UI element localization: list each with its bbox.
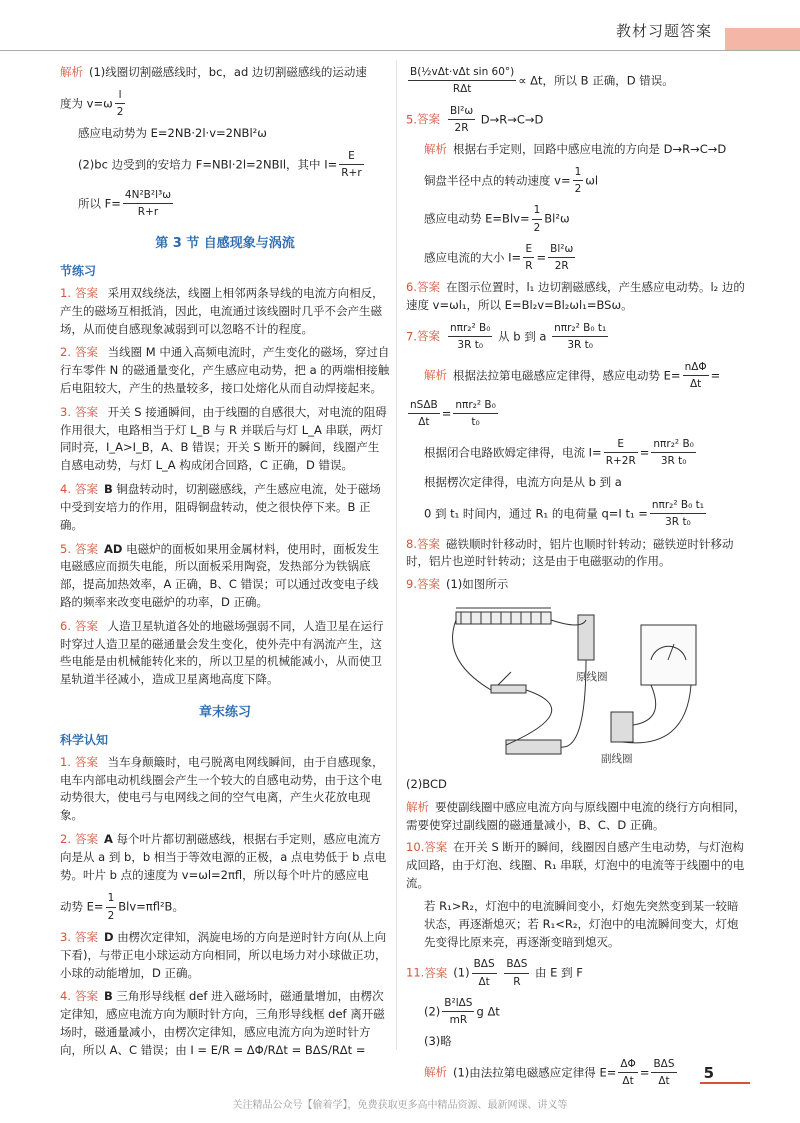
jiexi-5: 解析 根据右手定则，回路中感应电流的方向是 D→R→C→D (424, 142, 727, 157)
fraction: $\frac{\text{4N²B²l³ω}}{R+r}$ (124, 188, 171, 218)
section-title: 第 3 节 自感现象与涡流 (155, 236, 295, 252)
fraction: $\frac{\text{nπr₂² B₀}}{\text{3R t₀}}$ (653, 437, 694, 467)
answer-10: 10.答案 在开关 S 断开的瞬间，线圈因自感产生电动势，与灯泡构成回路，由于灯泡、线圈、R₁ 串联，灯泡中的电流等于线圈中的电流。 (406, 840, 745, 891)
chapter-title: 章末练习 (198, 705, 251, 721)
answer-11-part2: (2) $\frac{\text{B²lΔS}}{mR}$ g Δt (406, 995, 746, 1029)
svg-text:副线圈: 副线圈 (601, 753, 633, 765)
jiexi-11: 解析 (1)由法拉第电磁感应定律得 E= $\frac{\Delta\Phi}{\Delta t}$ = $\frac{\text{BΔS}}{\Delta t}$ (406, 1056, 746, 1090)
jiexi-5-line4: 感应电流的大小 I= $\frac{E}{R}$ = $\frac{\text{Bl²ω}}{2R}$ (406, 241, 746, 275)
fraction: $\frac{\text{nπr₂² B₀}}{\text{3R t₀}}$ (449, 322, 491, 352)
answer-9: 9.答案 (1)如图所示 (406, 577, 509, 592)
jiexi-5-line3: 感应电动势 E=Blv= $\frac{1}{2}$ Bl²ω (406, 202, 746, 236)
answer-10-cont: 若 R₁>R₂，灯泡中的电流瞬间变小，灯炮先突然变到某一较暗状态，再逐渐熄灭；若 R₁<R₂，灯泡中的电流瞬间变大，灯炮先变得比原来亮，再逐渐变暗到熄灭。 (424, 898, 739, 949)
left-column (60, 64, 390, 1066)
fraction: $\frac{\text{BΔS}}{R}$ (506, 958, 528, 988)
fraction: $\frac{\text{B²lΔS}}{mR}$ (444, 996, 473, 1027)
fraction: $\frac{E}{R}$ (525, 242, 533, 273)
fraction: $\frac{\text{nΔΦ}}{\Delta t}$ (684, 360, 707, 390)
jiexi-intro: 解析 (1)线圈切割磁感线时，bc，ad 边切割磁感线的运动速 (60, 65, 367, 79)
battery (506, 740, 561, 754)
header-rule (0, 50, 800, 51)
galvanometer (641, 625, 696, 685)
so-line: 所以 F= $\frac{\text{4N²B²l³ω}}{R+r}$ (60, 187, 390, 221)
answer-item: 1. 答案 当车身颠簸时，电弓脱离电网线瞬间，由于自感现象，电车内部电动机线圈会产生一个较大的自感电动势，由于这个电动势很大，使电弓与电网线之间的空气电离，产生火花放电现象。 (60, 754, 384, 823)
right-column (406, 64, 746, 1095)
secondary-coil (611, 712, 633, 742)
velocity-line: 度为 v=ω $\frac{l}{2}$ (60, 87, 390, 121)
force-line: (2)bc 边受到的安培力 F=NBI·2l=2NBIl，其中 I= $\frac{E}{R+r}$ (60, 148, 390, 182)
continuation-line: $\frac{\text{B(½vΔt·vΔt sin 60°)}}{\text{RΔt}}$ ∝ Δt，所以 B 正确，D 错误。 (406, 64, 746, 98)
answer-item: 1. 答案 采用双线绕法，线圈上相邻两条导线的电流方向相反，产生的磁场互相抵消，因此，电流通过该线圈时几乎不会产生磁场，从而使自感现象减弱到可以忽略不计的程度。 (60, 285, 384, 336)
practice-list (60, 285, 390, 689)
chapter-list (60, 754, 390, 1060)
answer-item: 2. 答案 A 每个叶片都切割磁感线，根据右手定则，感应电流方向是从 a 到 b，b 相当于等效电源的正极，a 点电势低于 b 点电势。叶片 b 点的速度为 v=ωl=2πfl，所以每个叶片的感应电 (60, 832, 387, 882)
answer-item: 3. 答案 D 由楞次定律知，涡旋电场的方向是逆时针方向(从上向下看)，与带正电小球运动方向相同，所以电场力对小球做正功，小球的动能增加，D 正确。 (60, 929, 387, 980)
fraction: $\frac{\text{Bl²ω}}{2R}$ (550, 242, 574, 273)
fraction: $\frac{\text{Bl²ω}}{2R}$ (449, 104, 474, 134)
science-heading: 科学认知 (60, 733, 109, 748)
fraction: $\frac{\text{nπr₂² B₀}}{\text{t₀}}$ (455, 399, 496, 429)
fraction: $\frac{\text{nπr₂² B₀ t₁}}{\text{3R t₀}}$ (651, 499, 705, 529)
practice-heading: 节练习 (60, 264, 97, 279)
jiexi-7: 解析 根据法拉第电磁感应定律得，感应电动势 E= $\frac{\text{nΔΦ}}{\Delta t}$ = (406, 359, 746, 393)
jiexi-7-line4: 根据楞次定律得，电流方向是从 b 到 a (424, 475, 622, 490)
answer-item: 2. 答案 当线圈 M 中通入高频电流时，产生变化的磁场，穿过自行车零件 N 的磁通量变化，产生感应电动势，把 a 的两端相接触后电阻较大，产生的热量较多，接口处熔化从而自动焊接起来。 (60, 345, 390, 396)
jiexi-5-line2: 铜盘半径中点的转动速度 v= $\frac{1}{2}$ ωl (406, 164, 746, 198)
jiexi-7-line2: $\frac{\text{nSΔB}}{\Delta t}$ = $\frac{\text{nπr₂² B₀}}{\text{t₀}}$ (406, 397, 746, 431)
fraction: $\frac{\text{B(½vΔt·vΔt sin 60°)}}{\text{RΔt}}$ (410, 66, 515, 96)
answer-11-part3: (3)略 (424, 1034, 452, 1049)
fraction: $\frac{\text{nSΔB}}{\Delta t}$ (410, 399, 438, 429)
jiexi-9: 解析 要使副线圈中感应电流方向与原线圈中电流的绕行方向相同，需要使穿过副线圈的磁通量减小，B、C、D 正确。 (406, 799, 746, 832)
jiexi-7-line5: 0 到 t₁ 时间内，通过 R₁ 的电荷量 q=I t₁ = $\frac{\text{nπr₂² B₀ t₁}}{\text{3R t₀}}$ (406, 497, 746, 531)
fraction: $\frac{\text{BΔS}}{\Delta t}$ (473, 958, 495, 988)
svg-text:原线圈: 原线圈 (576, 671, 608, 683)
switch (491, 685, 526, 693)
fraction: $\frac{\text{nπr₂² B₀ t₁}}{\text{3R t₀}}$ (554, 322, 607, 352)
answer-item: 6. 答案 人造卫星轨道各处的地磁场强弱不同，人造卫星在运行时穿过人造卫星的磁通量会发生变化，使外壳中有涡流产生，这些电能是由机械能转化来的，所以卫星的机械能减小，从而使卫星轨道半径减小，造成卫星离地高度下降。 (60, 618, 384, 687)
answer-item: 4. 答案 B 三角形导线框 def 进入磁场时，磁通量增加，由楞次定律知，感应电流方向为顺时针方向，三角形导线框 def 离开磁场时，磁通量减小，由楞次定律知，感应电流方向为逆时针方向，所以 A、C 错误；由 I = E/R = ΔΦ/RΔt = BΔS/RΔt = (60, 989, 385, 1057)
emf-line: 感应电动势为 E=2NB·2l·v=2NBl²ω (78, 126, 267, 141)
circuit-diagram (436, 600, 736, 770)
page-number: 5 (703, 1064, 714, 1082)
answer-7: 7.答案 $\frac{\text{nπr₂² B₀}}{\text{3R t₀}}$ 从 b 到 a $\frac{\text{nπr₂² B₀ t₁}}{\text{3R t₀}}$ (406, 320, 746, 354)
footer-note: 关注精品公众号【偷着学】，免费获取更多高中精品资源、最新网课、讲义等 (232, 1100, 568, 1111)
answer-6: 6.答案 在图示位置时，l₁ 边切割磁感线，产生感应电动势。l₂ 边的速度 v=ωl₁，所以 E=Bl₂v=Bl₂ωl₁=BSω。 (406, 280, 745, 313)
circuit-figure (436, 600, 736, 770)
header-title: 教材习题答案 (616, 22, 713, 40)
emf2-line: 动势 E= $\frac{1}{2}$ Blv=πfl²B。 (60, 890, 390, 924)
header-accent-tab (725, 28, 800, 50)
column-divider (396, 60, 397, 1050)
answer-11: 11.答案 (1) $\frac{\text{BΔS}}{\Delta t}$ $\frac{\text{BΔS}}{R}$ 由 E 到 F (406, 956, 746, 990)
fraction: $\frac{\Delta\Phi}{\Delta t}$ (620, 1058, 636, 1088)
rheostat (456, 612, 551, 624)
page-number-rule (700, 1082, 750, 1084)
jiexi-7-line3: 根据闭合电路欧姆定律得，电流 I= $\frac{E}{R+2R}$ = $\frac{\text{nπr₂² B₀}}{\text{3R t₀}}$ (406, 436, 746, 470)
fraction: $\frac{1}{2}$ (574, 165, 582, 196)
answer-item: 3. 答案 开关 S 接通瞬间，由于线圈的自感很大，对电流的阻碍作用很大，电路相当于灯 L_B 与 R 并联后与灯 L_A 串联，两灯同时亮，I_A>I_B，A、B 错误；开关 S 断开的瞬间，线圈产生自感电动势，与灯 L_A 构成闭合回路，C 正确，D 错误。 (60, 404, 387, 473)
answer-item: 4. 答案 B 铜盘转动时，切割磁感线，产生感应电流，处于磁场中受到安培力的作用，阻碍铜盘转动，使之很快停下来。B 正确。 (60, 482, 381, 532)
answer-9-part2: (2)BCD (406, 777, 447, 791)
fraction: $\frac{1}{2}$ (533, 204, 541, 234)
fraction: $\frac{l}{2}$ (116, 88, 124, 119)
fraction: $\frac{\text{BΔS}}{\Delta t}$ (653, 1058, 675, 1088)
fraction: $\frac{E}{R+2R}$ (605, 437, 636, 467)
answer-8: 8.答案 磁铁顺时针移动时，铝片也顺时针转动；磁铁逆时针移动时，铝片也逆时针转动；这是由于电磁驱动的作用。 (406, 536, 734, 569)
answer-item: 5. 答案 AD 电磁炉的面板如果用金属材料，使用时，面板发生电磁感应而损失电能，所以面板采用陶瓷，发热部分为铁锅底部，提高加热效率，A 正确，B、C 错误；可以通过改变电子线路的频率来改变电磁炉的功率，D 正确。 (60, 541, 380, 609)
answer-5: 5.答案 $\frac{\text{Bl²ω}}{2R}$ D→R→C→D (406, 103, 746, 137)
fraction: $\frac{1}{2}$ (107, 892, 115, 922)
fraction: $\frac{E}{R+r}$ (341, 150, 362, 180)
primary-coil (578, 615, 594, 660)
